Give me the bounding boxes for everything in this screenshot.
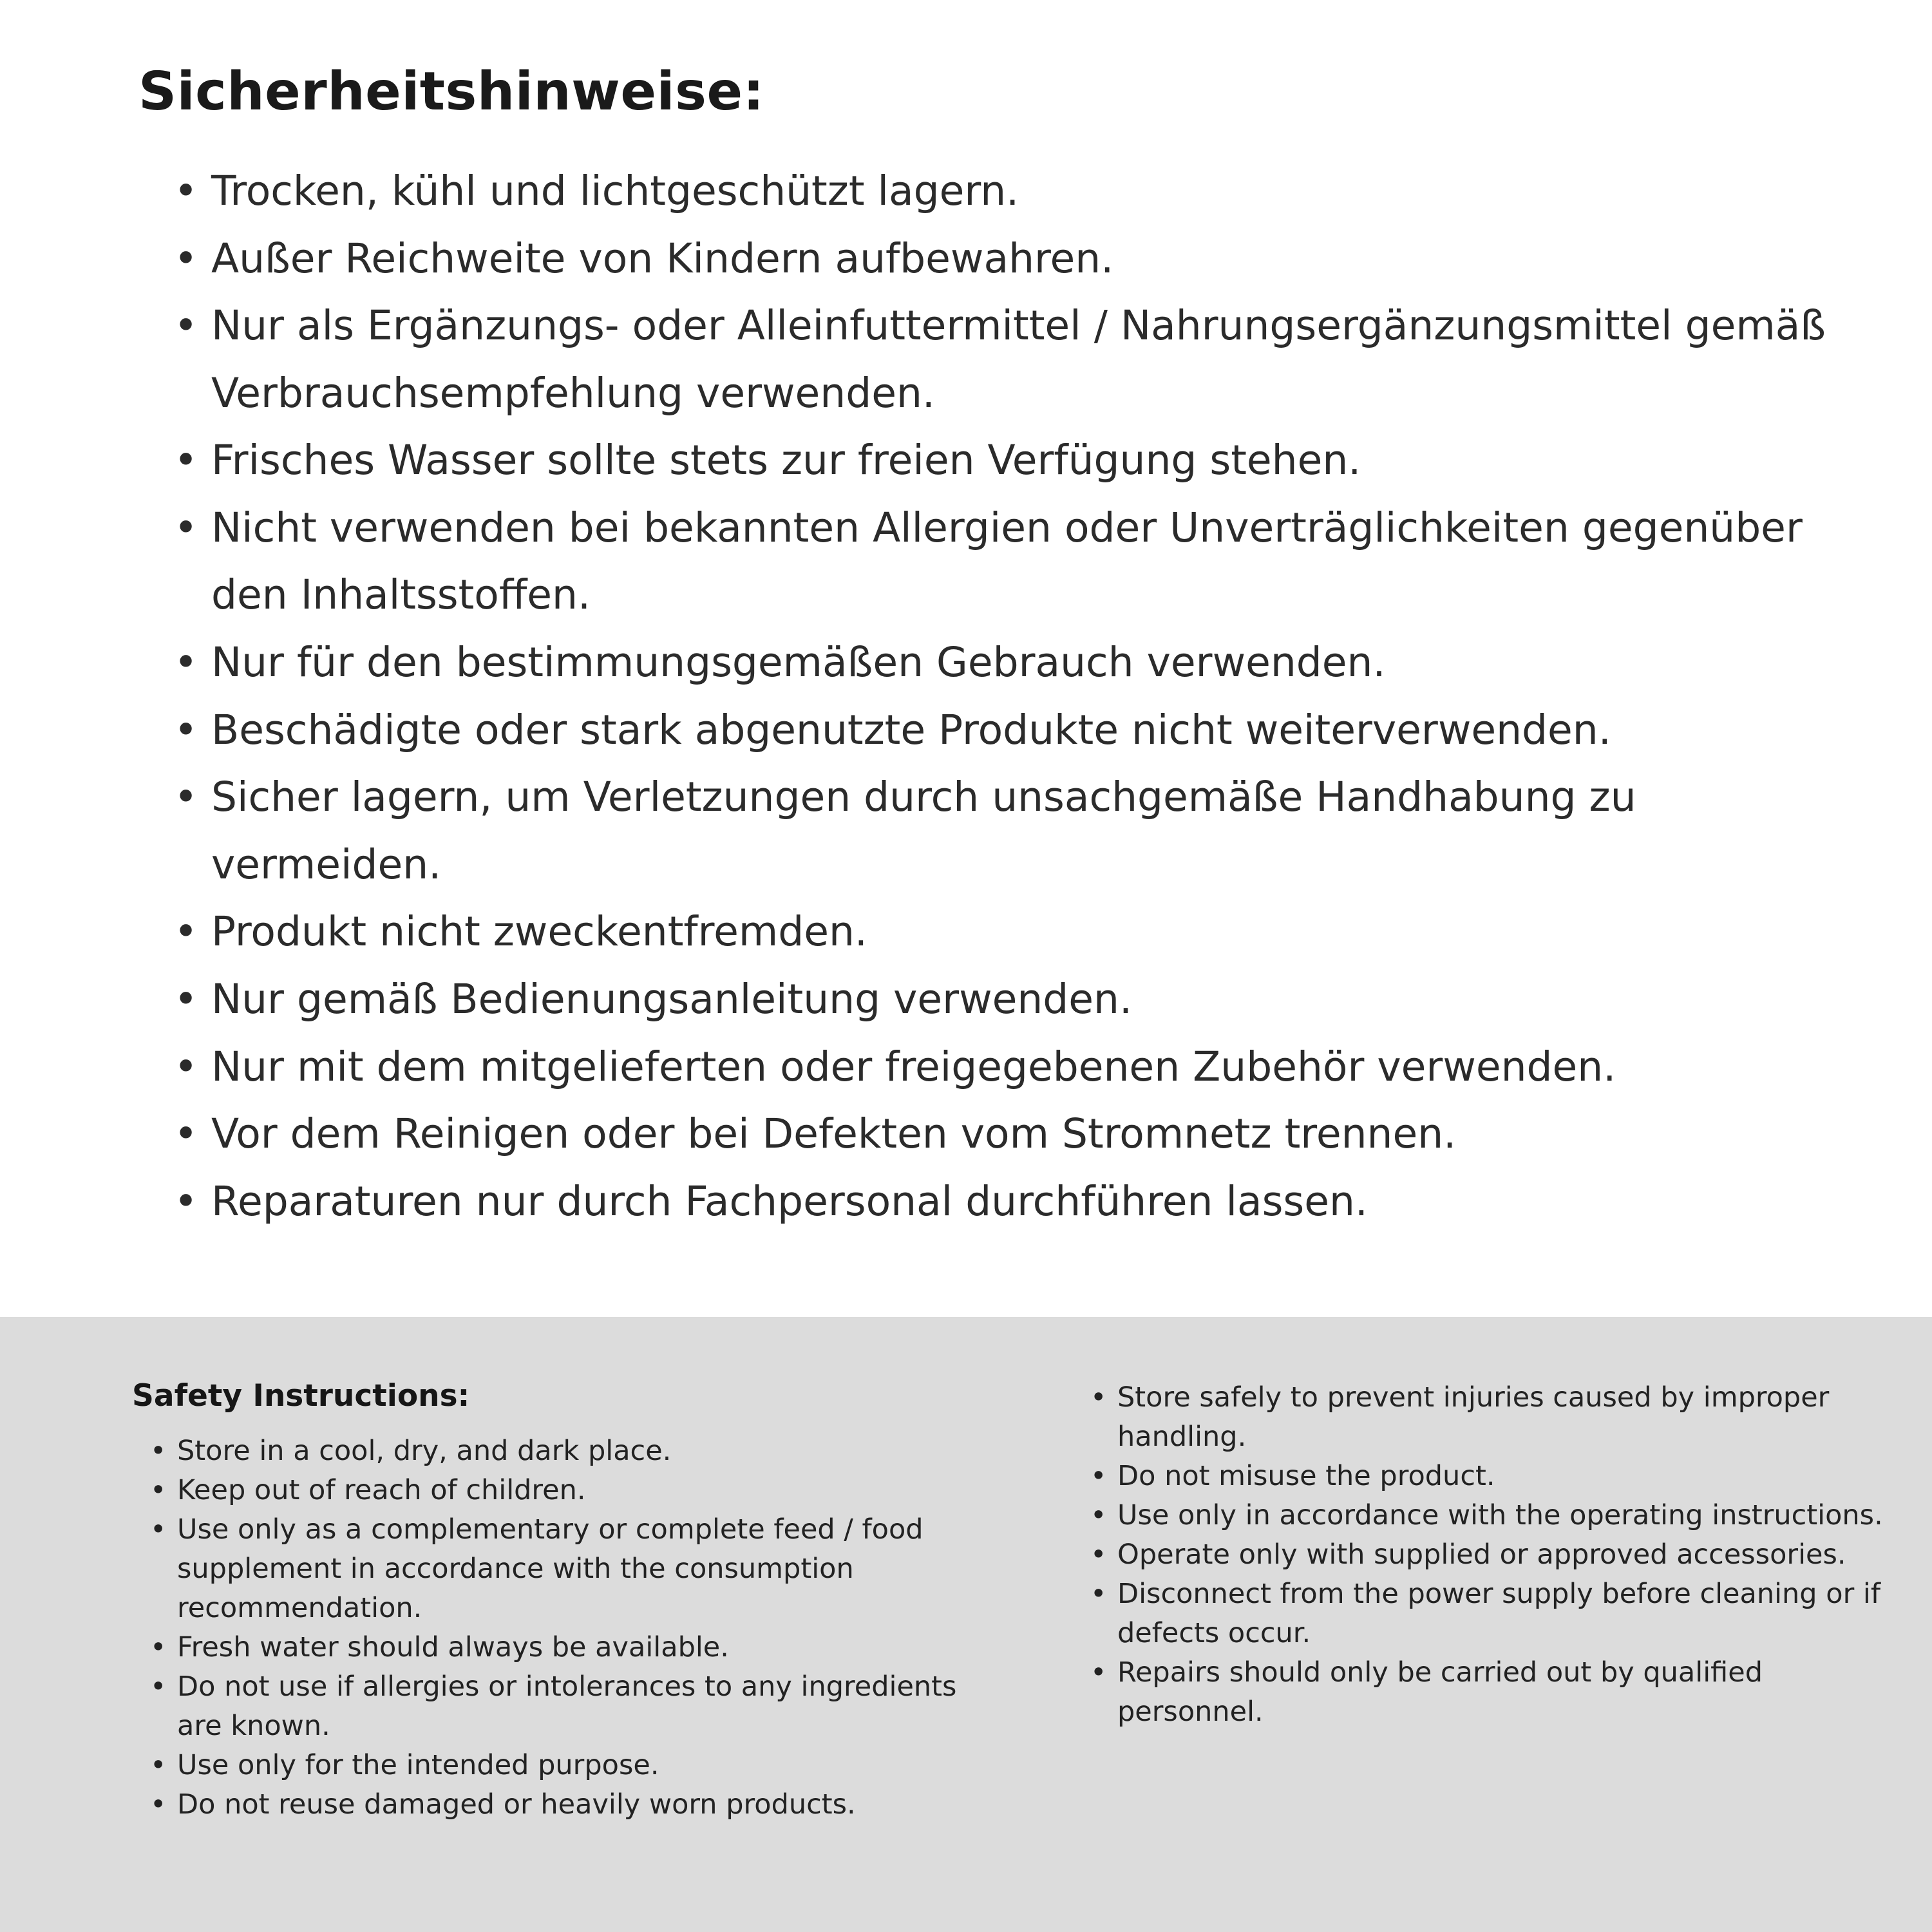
english-left-column [132, 1378, 995, 1932]
german-safety-list [138, 158, 1835, 1235]
safety-item: • Nur gemäß Bedienungsanleitung verwenden. [174, 966, 1835, 1034]
safety-item: • Use only as a complementary or complete feed / food supplement in accordance with the consumption recommendation. [150, 1510, 995, 1628]
safety-item: • Produkt nicht zweckentfremden. [174, 898, 1835, 966]
safety-item: • Nur als Ergänzungs- oder Alleinfuttermittel / Nahrungsergänzungsmittel gemäß Verbrauchsempfehlung verwenden. [174, 292, 1835, 427]
safety-item: • Use only for the intended purpose. [150, 1746, 995, 1785]
english-safety-list-left [132, 1432, 995, 1824]
safety-item: • Frisches Wasser sollte stets zur freien Verfügung stehen. [174, 427, 1835, 495]
safety-item: • Sicher lagern, um Verletzungen durch unsachgemäße Handhabung zu vermeiden. [174, 764, 1835, 898]
safety-item: • Vor dem Reinigen oder bei Defekten vom Stromnetz trennen. [174, 1101, 1835, 1168]
safety-item: • Repairs should only be carried out by qualified personnel. [1090, 1653, 1903, 1732]
safety-item: • Use only in accordance with the operating instructions. [1090, 1496, 1903, 1535]
english-safety-section [0, 1317, 1932, 1932]
safety-item: • Beschädigte oder stark abgenutzte Produkte nicht weiterverwenden. [174, 697, 1835, 764]
english-section-title: Safety Instructions: [132, 1378, 470, 1414]
safety-item: • Store safely to prevent injuries caused by improper handling. [1090, 1378, 1903, 1457]
safety-item: • Do not use if allergies or intolerances to any ingredients are known. [150, 1667, 995, 1746]
safety-item: • Do not reuse damaged or heavily worn products. [150, 1785, 995, 1824]
safety-item: • Fresh water should always be available. [150, 1628, 995, 1667]
safety-item: • Reparaturen nur durch Fachpersonal durchführen lassen. [174, 1168, 1835, 1236]
safety-item: • Außer Reichweite von Kindern aufbewahren. [174, 225, 1835, 293]
safety-item: • Trocken, kühl und lichtgeschützt lagern. [174, 158, 1835, 225]
english-safety-list-right [1072, 1378, 1903, 1732]
safety-item: • Nicht verwenden bei bekannten Allergien oder Unverträglichkeiten gegenüber den Inhaltsstoffen. [174, 495, 1835, 629]
safety-item: • Disconnect from the power supply before cleaning or if defects occur. [1090, 1575, 1903, 1653]
safety-item: • Operate only with supplied or approved accessories. [1090, 1535, 1903, 1575]
safety-item: • Nur für den bestimmungsgemäßen Gebrauch verwenden. [174, 629, 1835, 697]
safety-item: • Nur mit dem mitgelieferten oder freigegebenen Zubehör verwenden. [174, 1034, 1835, 1101]
safety-item: • Do not misuse the product. [1090, 1457, 1903, 1496]
safety-item: • Keep out of reach of children. [150, 1471, 995, 1510]
safety-item: • Store in a cool, dry, and dark place. [150, 1432, 995, 1471]
english-right-column [1072, 1378, 1903, 1932]
german-section-title: Sicherheitshinweise: [138, 61, 764, 122]
